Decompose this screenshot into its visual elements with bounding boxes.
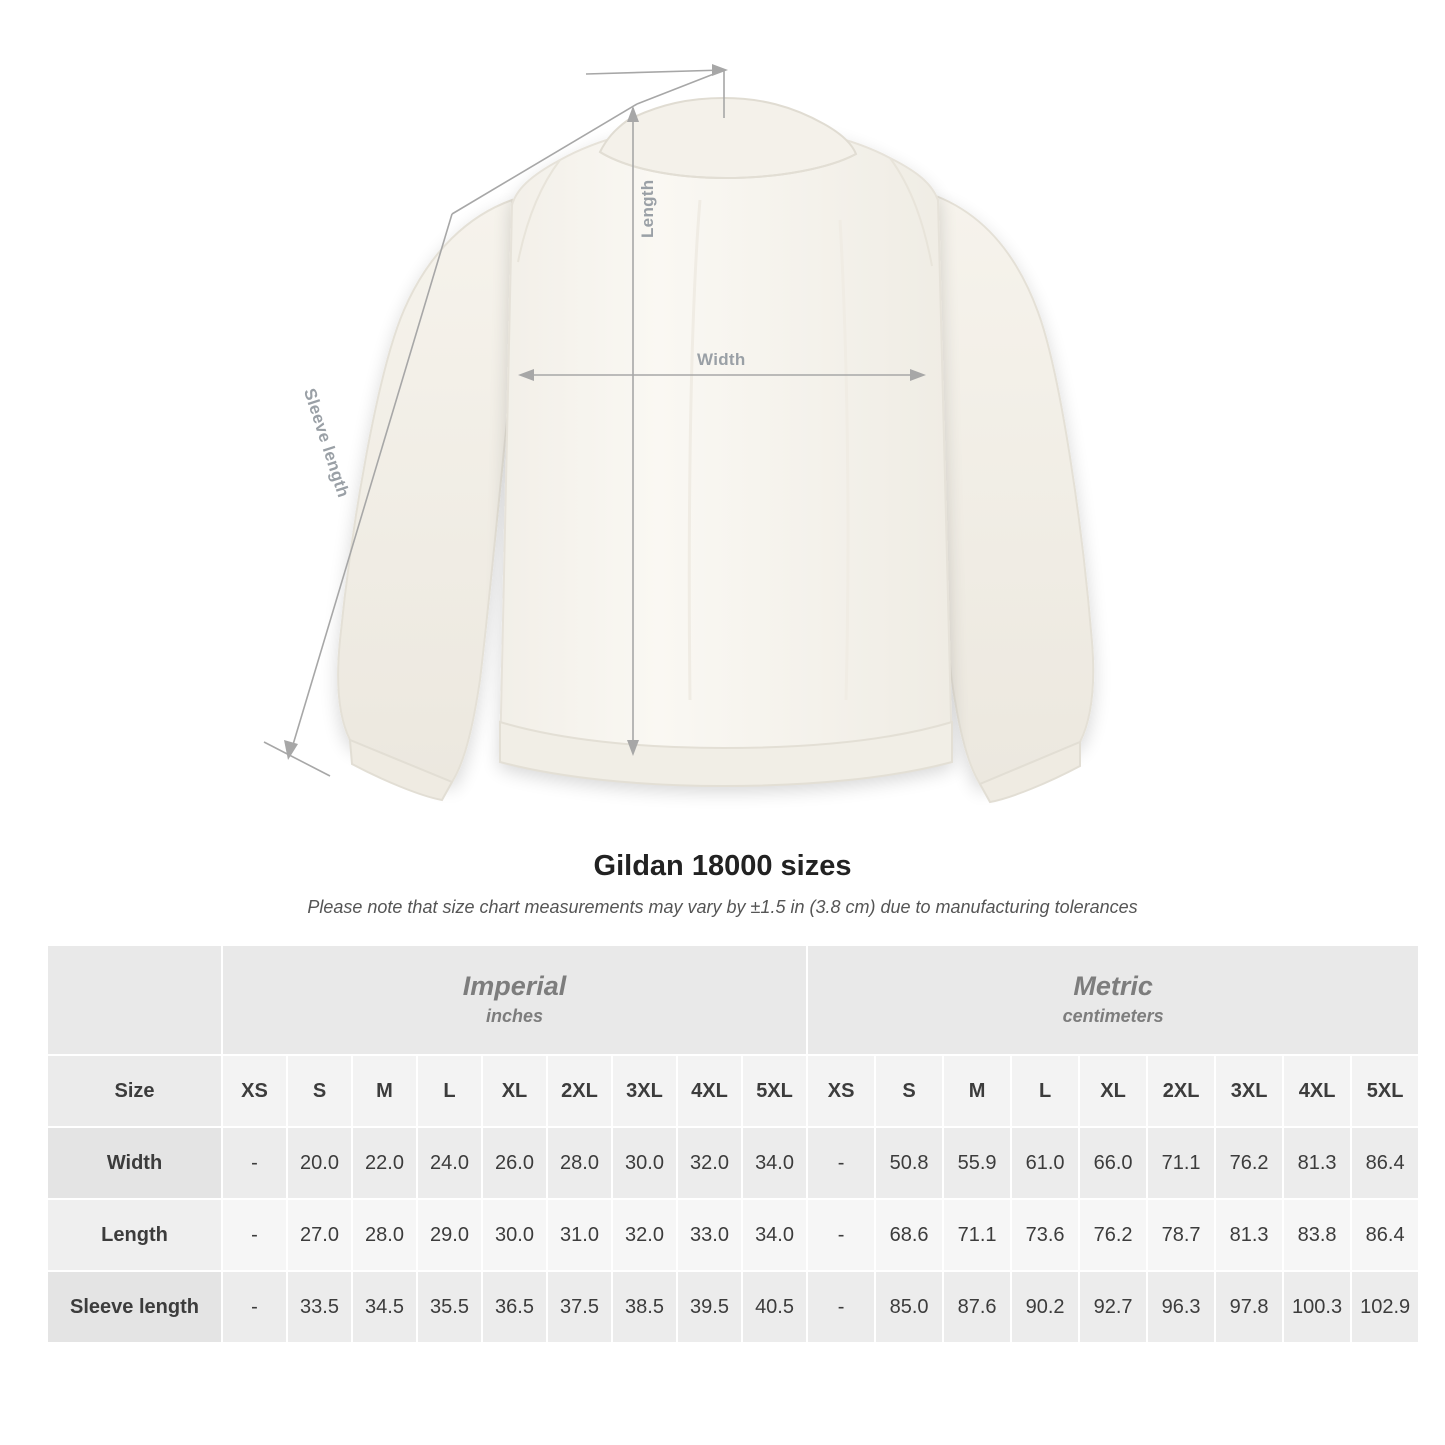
unit-header-row — [47, 945, 1419, 1055]
size-header-label: Size — [47, 1055, 222, 1127]
unit-sub-metric: centimeters — [1062, 1006, 1164, 1027]
cell-imperial-width-3xl: 30.0 — [612, 1127, 677, 1199]
size-col-imperial-4xl: 4XL — [677, 1055, 742, 1127]
size-col-imperial-xl: XL — [482, 1055, 547, 1127]
cell-metric-sleeve-s: 85.0 — [875, 1271, 943, 1343]
unit-name-metric: Metric — [1073, 970, 1153, 1001]
unit-header-metric — [807, 945, 1419, 1055]
cell-imperial-sleeve-m: 34.5 — [352, 1271, 417, 1343]
row-label-sleeve-length: Sleeve length — [47, 1271, 222, 1343]
size-col-imperial-m: M — [352, 1055, 417, 1127]
size-col-metric-l: L — [1011, 1055, 1079, 1127]
size-col-metric-m: M — [943, 1055, 1011, 1127]
size-col-imperial-l: L — [417, 1055, 482, 1127]
cell-imperial-sleeve-xl: 36.5 — [482, 1271, 547, 1343]
cell-imperial-length-l: 29.0 — [417, 1199, 482, 1271]
cell-metric-sleeve-l: 90.2 — [1011, 1271, 1079, 1343]
cell-imperial-width-xs: - — [222, 1127, 287, 1199]
row-label-width: Width — [47, 1127, 222, 1199]
cell-metric-width-xl: 66.0 — [1079, 1127, 1147, 1199]
cell-imperial-length-s: 27.0 — [287, 1199, 352, 1271]
table-row-length — [47, 1199, 1419, 1271]
cell-imperial-length-xs: - — [222, 1199, 287, 1271]
size-table-wrap — [46, 944, 1411, 1344]
cell-imperial-length-m: 28.0 — [352, 1199, 417, 1271]
cell-metric-width-5xl: 86.4 — [1351, 1127, 1419, 1199]
page-title: Gildan 18000 sizes — [593, 850, 852, 882]
cell-imperial-width-l: 24.0 — [417, 1127, 482, 1199]
cell-metric-width-s: 50.8 — [875, 1127, 943, 1199]
cell-imperial-width-s: 20.0 — [287, 1127, 352, 1199]
cell-imperial-width-4xl: 32.0 — [677, 1127, 742, 1199]
row-label-length: Length — [47, 1199, 222, 1271]
sleeve-length-dimension-label: Sleeve length — [299, 386, 354, 500]
cell-metric-length-m: 71.1 — [943, 1199, 1011, 1271]
size-col-metric-5xl: 5XL — [1351, 1055, 1419, 1127]
cell-imperial-sleeve-3xl: 38.5 — [612, 1271, 677, 1343]
cell-metric-sleeve-xs: - — [807, 1271, 875, 1343]
cell-metric-width-l: 61.0 — [1011, 1127, 1079, 1199]
cell-imperial-width-5xl: 34.0 — [742, 1127, 807, 1199]
unit-sub-imperial: inches — [486, 1006, 544, 1027]
size-table — [46, 944, 1420, 1344]
size-col-imperial-5xl: 5XL — [742, 1055, 807, 1127]
cell-metric-sleeve-4xl: 100.3 — [1283, 1271, 1351, 1343]
size-col-metric-xs: XS — [807, 1055, 875, 1127]
cell-metric-sleeve-m: 87.6 — [943, 1271, 1011, 1343]
width-dimension-label: Width — [697, 350, 746, 369]
cell-metric-length-2xl: 78.7 — [1147, 1199, 1215, 1271]
cell-metric-sleeve-3xl: 97.8 — [1215, 1271, 1283, 1343]
size-col-imperial-xs: XS — [222, 1055, 287, 1127]
cell-metric-width-xs: - — [807, 1127, 875, 1199]
cell-metric-length-s: 68.6 — [875, 1199, 943, 1271]
cell-metric-sleeve-5xl: 102.9 — [1351, 1271, 1419, 1343]
cell-imperial-length-3xl: 32.0 — [612, 1199, 677, 1271]
cell-metric-sleeve-xl: 92.7 — [1079, 1271, 1147, 1343]
cell-imperial-sleeve-5xl: 40.5 — [742, 1271, 807, 1343]
size-col-metric-xl: XL — [1079, 1055, 1147, 1127]
cell-imperial-length-2xl: 31.0 — [547, 1199, 612, 1271]
cell-metric-length-xs: - — [807, 1199, 875, 1271]
size-col-imperial-s: S — [287, 1055, 352, 1127]
size-col-metric-3xl: 3XL — [1215, 1055, 1283, 1127]
size-col-metric-s: S — [875, 1055, 943, 1127]
size-col-imperial-3xl: 3XL — [612, 1055, 677, 1127]
cell-imperial-width-m: 22.0 — [352, 1127, 417, 1199]
cell-metric-sleeve-2xl: 96.3 — [1147, 1271, 1215, 1343]
cell-imperial-width-2xl: 28.0 — [547, 1127, 612, 1199]
cell-metric-length-xl: 76.2 — [1079, 1199, 1147, 1271]
length-dimension-label: Length — [638, 179, 657, 238]
cell-imperial-sleeve-l: 35.5 — [417, 1271, 482, 1343]
unit-name-imperial: Imperial — [462, 970, 567, 1001]
tolerance-note: Please note that size chart measurements may vary by ±1.5 in (3.8 cm) due to manufacturing tolerances — [307, 897, 1138, 917]
cell-metric-width-m: 55.9 — [943, 1127, 1011, 1199]
cell-imperial-length-4xl: 33.0 — [677, 1199, 742, 1271]
title-block — [0, 850, 1445, 918]
cell-imperial-length-xl: 30.0 — [482, 1199, 547, 1271]
cell-metric-width-2xl: 71.1 — [1147, 1127, 1215, 1199]
cell-imperial-sleeve-2xl: 37.5 — [547, 1271, 612, 1343]
unit-header-imperial — [222, 945, 807, 1055]
cell-imperial-length-5xl: 34.0 — [742, 1199, 807, 1271]
table-row-sleeve-length — [47, 1271, 1419, 1343]
cell-imperial-width-xl: 26.0 — [482, 1127, 547, 1199]
size-col-metric-4xl: 4XL — [1283, 1055, 1351, 1127]
cell-metric-length-l: 73.6 — [1011, 1199, 1079, 1271]
cell-metric-length-3xl: 81.3 — [1215, 1199, 1283, 1271]
cell-metric-width-4xl: 81.3 — [1283, 1127, 1351, 1199]
cell-imperial-sleeve-xs: - — [222, 1271, 287, 1343]
cell-metric-length-4xl: 83.8 — [1283, 1199, 1351, 1271]
cell-imperial-sleeve-s: 33.5 — [287, 1271, 352, 1343]
unit-header-blank — [47, 945, 222, 1055]
size-col-metric-2xl: 2XL — [1147, 1055, 1215, 1127]
size-header-row — [47, 1055, 1419, 1127]
cell-metric-length-5xl: 86.4 — [1351, 1199, 1419, 1271]
size-col-imperial-2xl: 2XL — [547, 1055, 612, 1127]
cell-metric-width-3xl: 76.2 — [1215, 1127, 1283, 1199]
cell-imperial-sleeve-4xl: 39.5 — [677, 1271, 742, 1343]
table-row-width — [47, 1127, 1419, 1199]
